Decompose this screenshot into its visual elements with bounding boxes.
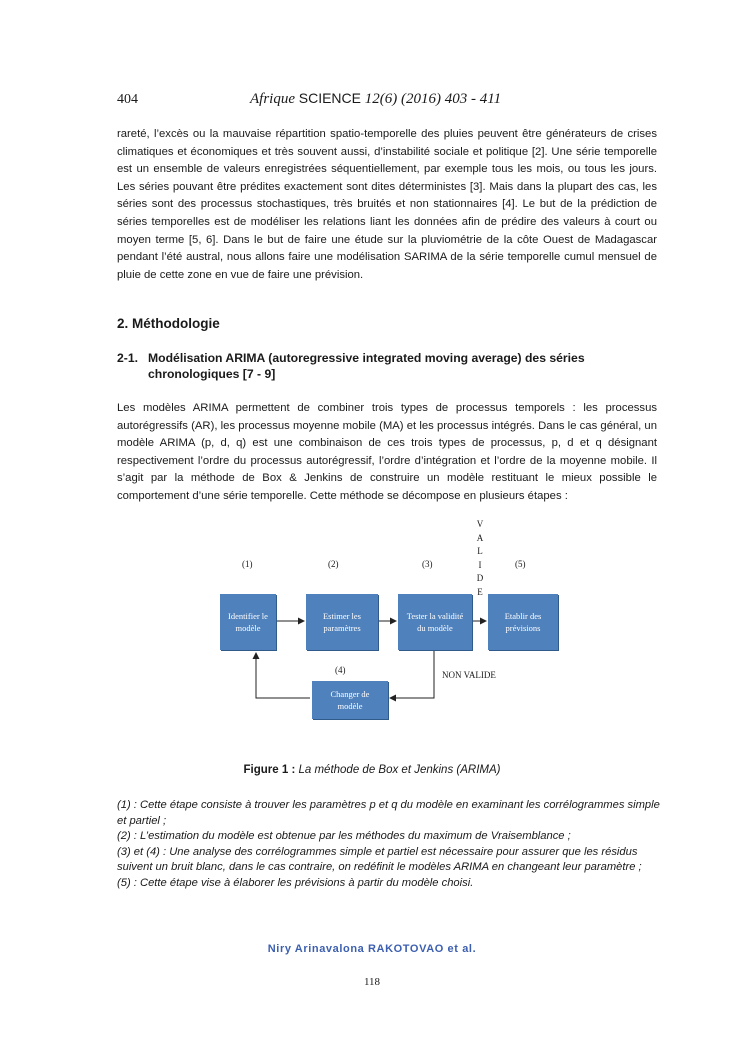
note-item: (1) : Cette étape consiste à trouver les paramètres p et q du modèle en examinant les corrélogrammes simple et partiel ; <box>117 799 660 827</box>
step-label-1: (1) <box>242 559 253 569</box>
subsection-title-line1: Modélisation ARIMA (autoregressive integrated moving average) des séries <box>148 351 585 365</box>
journal-name: Afrique <box>250 91 295 107</box>
box-change-line1: Changer de <box>330 689 370 699</box>
arrow-change-to-identify <box>256 653 310 698</box>
arrow-test-to-change <box>390 648 434 698</box>
subsection-title <box>117 350 657 382</box>
step-label-5: (5) <box>515 559 526 569</box>
methodology-paragraph <box>117 400 657 506</box>
page-number: 404 <box>117 92 138 107</box>
valide-letter: D <box>476 573 484 583</box>
box-establish-forecasts <box>488 594 558 650</box>
caption-label: Figure 1 : <box>243 764 296 776</box>
box-jenkins-diagram <box>180 518 560 723</box>
valide-letter: E <box>477 586 483 597</box>
box-identify-line1: Identifier le <box>228 611 268 621</box>
subsection-number: 2-1. <box>117 351 139 365</box>
section-title: 2. Méthodologie <box>117 316 220 331</box>
figure-notes <box>117 798 662 892</box>
intro-text: rareté, l’excès ou la mauvaise répartition spatio-temporelle des pluies peuvent être générateurs de crises climatiques et économiques et très souvent aussi, d’instabilité sociale et politique [2]. Une série temporelle est un ensemble de valeurs enregistrées séquentiellement, par exemple tous les mois, ou tous les jours. Les séries pouvant être prédites exactement sont dites déterministes [3]. Mais dans la plupart des cas, les séries sont des processus stochastiques, très bruités et non stationnaires [4]. Le but de la prédiction de séries temporelles est de modéliser les relations liant les données afin de prédire des valeurs à court ou moyen terme [5, 6]. Dans le but de faire une étude sur la pluviométrie de la côte Ouest de Madagascar pendant l’été austral, nous allons faire une modélisation SARIMA de la série temporelle cumul mensuel de pluie de cette zone en vue de faire une prévision. <box>117 128 657 281</box>
figure-caption <box>0 764 744 776</box>
box-establish-line2: prévisions <box>505 623 541 633</box>
journal-citation: 12(6) (2016) 403 - 411 <box>364 91 502 107</box>
footer-page-number: 118 <box>363 976 381 988</box>
box-test-line1: Tester la validité <box>406 611 464 621</box>
box-identify-line2: modèle <box>235 623 261 633</box>
methodology-text: Les modèles ARIMA permettent de combiner trois types de processus temporels : les processus autorégressifs (AR), les processus moyenne mobile (MA) et les processus intégrés. Dans le cas général, un modèle ARIMA (p, d, q) est une combinaison de ces trois types de processus, p, d et q désignant respectivement l’ordre du processus autorégressif, l’ordre d’intégration et l’ordre de la moyenne mobile. Il s’agit par la méthode de Box & Jenkins de construire un modèle restituant le mieux possible le comportement d’une série temporelle. Cette méthode se décompose en plusieurs étapes : <box>117 402 657 502</box>
journal-header <box>250 90 501 108</box>
note-item: (5) : Cette étape vise à élaborer les prévisions à partir du modèle choisi. <box>117 876 474 889</box>
valide-letter: A <box>476 532 484 543</box>
box-test-validity <box>398 594 472 650</box>
valide-letter: L <box>477 546 483 556</box>
box-identify-model <box>220 594 276 650</box>
valide-label <box>474 518 486 599</box>
step-label-4: (4) <box>335 665 346 675</box>
box-establish-line1: Etablir des <box>504 611 542 621</box>
intro-paragraph <box>117 126 657 284</box>
box-estimate-params <box>306 594 378 650</box>
caption-text: La méthode de Box et Jenkins (ARIMA) <box>298 764 501 776</box>
note-item: (3) et (4) : Une analyse des corrélogrammes simple et partiel est nécessaire pour assurer que les résidus suivent un bruit blanc, dans le cas contraire, on redéfinit le modèles ARIMA en changeant leur paramètre ; <box>117 845 642 874</box>
note-item: (2) : L’estimation du modèle est obtenue par les méthodes du maximum de Vraisemblance ; <box>117 830 571 843</box>
box-estimate-line1: Estimer les <box>322 611 361 621</box>
journal-science: SCIENCE <box>298 90 361 106</box>
subsection-title-line2: chronologiques [7 - 9] <box>148 367 276 381</box>
box-estimate-line2: paramètres <box>323 623 361 633</box>
step-label-2: (2) <box>328 559 339 569</box>
box-change-model <box>312 681 388 719</box>
author-line: Niry Arinavalona RAKOTOVAO et al. <box>267 943 477 955</box>
valide-letter: V <box>476 519 484 529</box>
non-valide-label: NON VALIDE <box>442 670 496 680</box>
box-test-line2: du modèle <box>417 623 453 633</box>
step-label-3: (3) <box>422 559 433 569</box>
box-change-line2: modèle <box>337 701 363 711</box>
valide-letter: I <box>478 559 482 570</box>
